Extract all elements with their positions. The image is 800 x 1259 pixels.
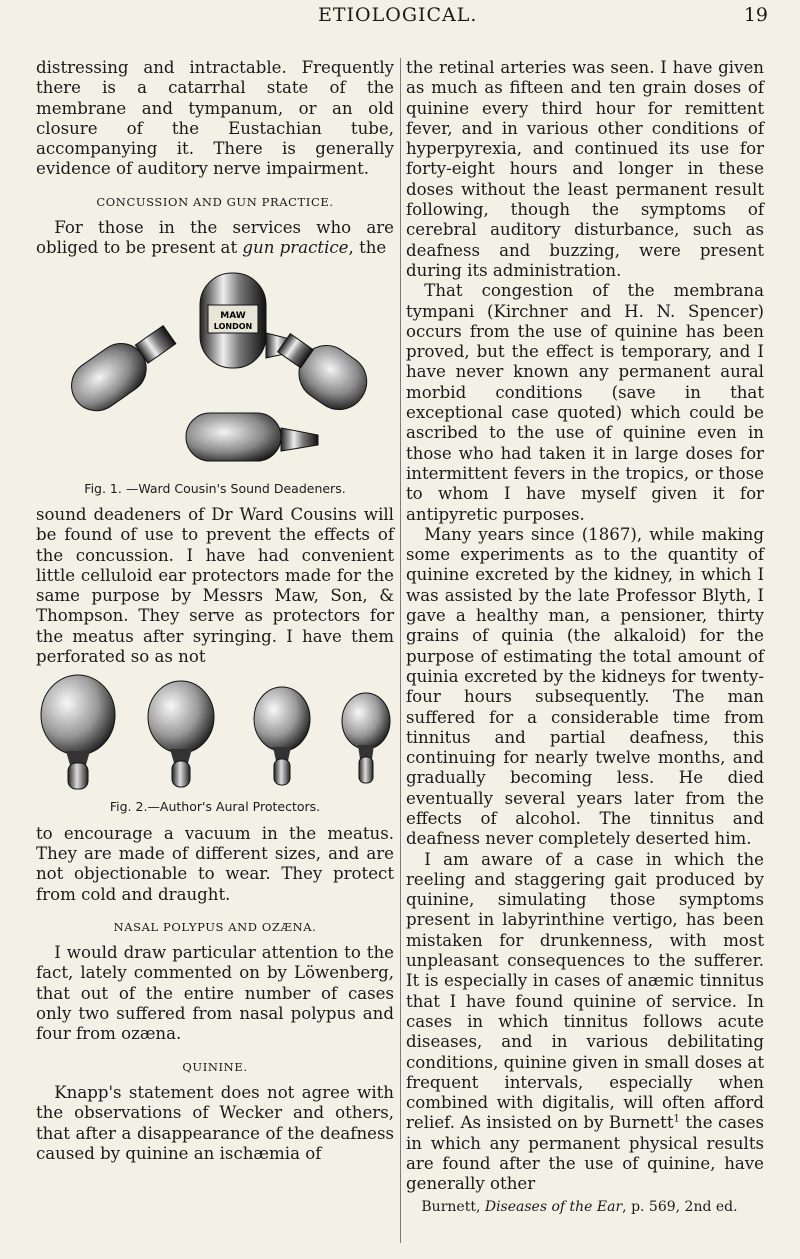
paragraph: I would draw particular attention to the fact, lately commented on by Löwenberg, that out of the entire number of cases only two suffered from nasal polypus and four from ozæna. bbox=[36, 943, 394, 1044]
paragraph: Many years since (1867), while making some experiments as to the quantity of quinine excreted by the kidney, in which I was assisted by the late Professor Blyth, I gave a healthy man, a pensioner, thirty grains of quinia (the alkaloid) for the purpose of estimating the total amount of quinia excreted by the kidneys for twenty-four hours subsequently. The man suffered for a considerable time from tinnitus and partial deafness, this continuing for nearly twelve months, and gradually becoming less. He died eventually several years later from the effects of alcohol. The tinnitus and deafness never completely deserted him. bbox=[406, 524, 764, 849]
text-run: I am aware of a case in which the reeling and staggering gait produced by quinine, simulating those symptoms present in labyrinthine vertigo, has been mistaken for drunkenness, with most unpleasant consequences to the sufferer. It is especially in cases of anæmic tinnitus that I have found quinine of service. In cases in which tinnitus follows acute diseases, and in various debilitating conditions, quinine given in small doses at frequent intervals, especially when combined with digitalis, will often afford relief. As insisted on by Burnett bbox=[406, 849, 764, 1133]
maker-label-top: MAW bbox=[220, 310, 246, 321]
paragraph bbox=[36, 218, 394, 259]
maker-label-bottom: LONDON bbox=[213, 321, 253, 331]
deadener-left bbox=[62, 314, 184, 420]
text-run: , p. 569, 2nd ed. bbox=[622, 1198, 738, 1215]
paragraph bbox=[406, 850, 764, 1195]
page-header bbox=[0, 4, 800, 26]
deadener-bottom bbox=[186, 413, 318, 461]
paragraph: sound deadeners of Dr Ward Cousins will be found of use to prevent the effects of the concussion. I have had convenient little celluloid ear protectors made for the same purpose by Messrs Maw, Son, & Thompson. They serve as protectors for the meatus after syringing. I have them perforated so as not bbox=[36, 504, 394, 667]
footnote bbox=[406, 1197, 764, 1217]
figure-2-caption: Fig. 2.—Author's Aural Protectors. bbox=[109, 799, 321, 815]
paragraph: to encourage a vacuum in the meatus. They are made of different sizes, and are not objectionable to wear. They protect from cold and draught. bbox=[36, 823, 394, 904]
paragraph: distressing and intractable. Frequently there is a catarrhal state of the membrane and tympanum, or an old closure of the Eustachian tube, accompanying it. There is generally evidence of auditory nerve impairment. bbox=[36, 58, 394, 179]
protector-3 bbox=[254, 687, 310, 785]
italic-text: gun practice bbox=[242, 238, 349, 258]
footnote-marker: 1 bbox=[673, 1113, 680, 1125]
italic-text: Diseases of the Ear bbox=[484, 1198, 623, 1215]
paragraph: That congestion of the membrana tympani (Kirchner and H. N. Spencer) occurs from the use of quinine has been proved, but the effect is temporary, and I have never known any permanent aural morbid conditions (save in that exceptional case quoted) which could be ascribed to the use of quinine even in those who had taken it in large doses for intermittent fevers in the tropics, or those to whom I have myself given it for antipyretic purposes. bbox=[406, 281, 764, 524]
running-head: ETIOLOGICAL. bbox=[318, 4, 478, 26]
aural-protectors-illustration bbox=[36, 673, 394, 791]
text-run: the cases in which any permanent physical results are found after the use of quinine, have generally other bbox=[406, 1113, 764, 1194]
paragraph: the retinal arteries was seen. I have given as much as fifteen and ten grain doses of quinine every third hour for remittent fever, and in various other conditions of hyperpyrexia, and continued its use for forty-eight hours and longer in these doses without the least permanent result following, though the symptoms of cerebral auditory disturbance, such as deafness and buzzing, were present during its administration. bbox=[406, 58, 764, 280]
section-heading-concussion: CONCUSSION AND GUN PRACTICE. bbox=[96, 194, 334, 209]
protector-2 bbox=[148, 681, 214, 787]
section-heading-nasal: NASAL POLYPUS AND OZÆNA. bbox=[113, 919, 317, 934]
deadener-right bbox=[268, 320, 377, 420]
text-run: Burnett, bbox=[421, 1198, 485, 1215]
left-column bbox=[36, 58, 394, 1164]
text-run: , the bbox=[348, 238, 387, 258]
column-divider bbox=[400, 58, 401, 1243]
protector-4 bbox=[342, 693, 390, 783]
paragraph: Knapp's statement does not agree with the observations of Wecker and others, that after a disappearance of the deafness caused by quinine an ischæmia of bbox=[36, 1082, 394, 1163]
sound-deadeners-illustration bbox=[36, 263, 394, 473]
figure-1-caption: Fig. 1. —Ward Cousin's Sound Deadeners. bbox=[84, 480, 346, 496]
figure-sound-deadeners bbox=[36, 263, 394, 473]
text-run: For those in the services who are obliged to be present at bbox=[36, 218, 394, 258]
right-column bbox=[406, 58, 764, 1217]
figure-aural-protectors bbox=[36, 673, 394, 791]
section-heading-quinine: QUININE. bbox=[182, 1059, 248, 1074]
page-number: 19 bbox=[743, 4, 768, 26]
protector-1 bbox=[41, 675, 115, 789]
